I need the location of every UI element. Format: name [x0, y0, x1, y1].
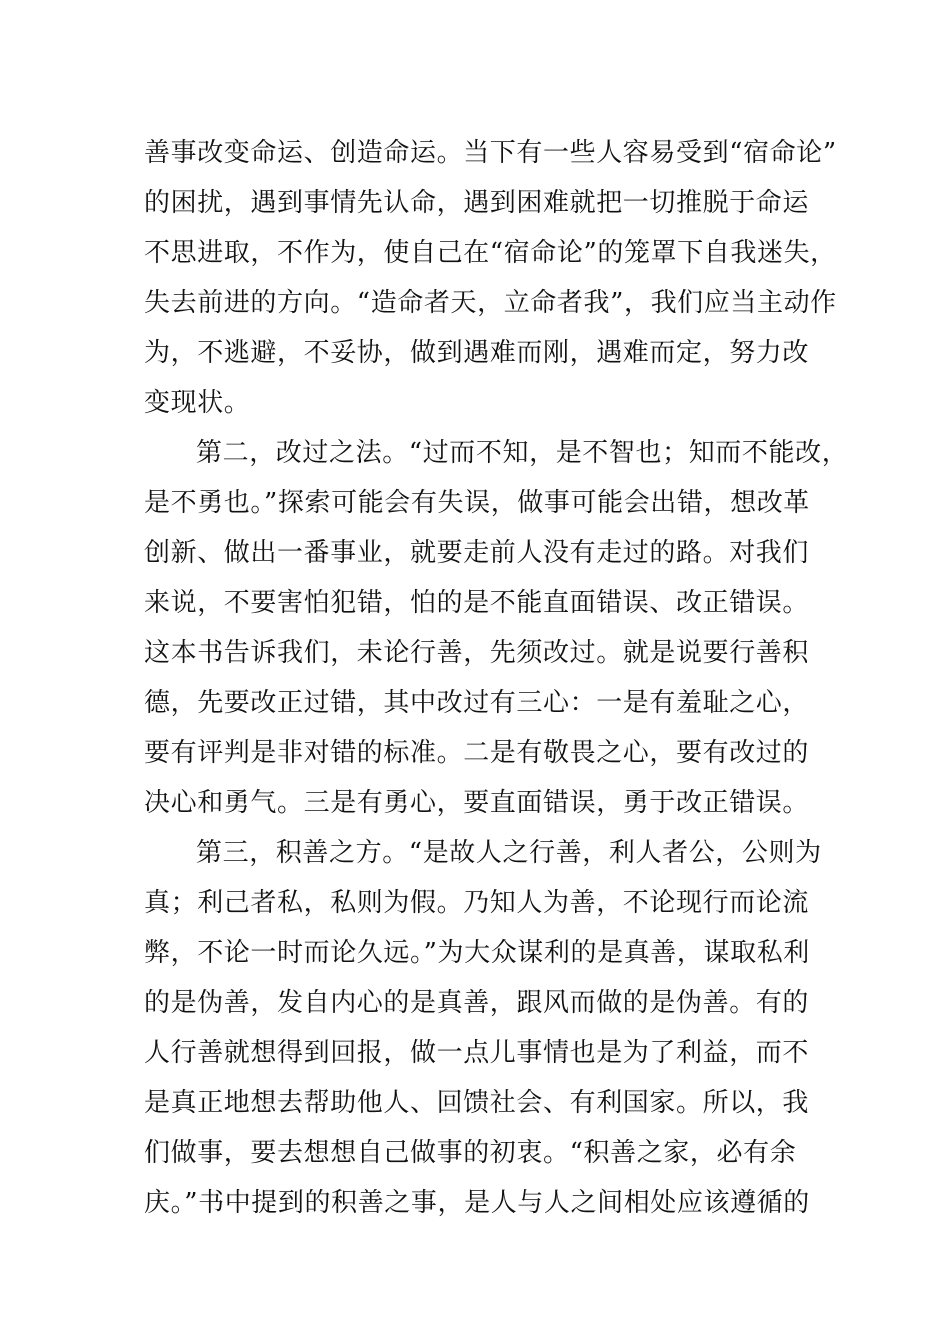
body-text — [144, 128, 849, 1228]
text-line: 失去前进的方向。“造命者天，立命者我”，我们应当主动作 — [144, 288, 837, 318]
text-line: 是不勇也。”探索可能会有失误，做事可能会出错，想改革 — [144, 488, 810, 518]
text-line: 这本书告诉我们，未论行善，先须改过。就是说要行善积 — [144, 638, 810, 668]
text-line: 决心和勇气。三是有勇心，要直面错误，勇于改正错误。 — [144, 788, 810, 818]
text-line: 的是伪善，发自内心的是真善，跟风而做的是伪善。有的 — [144, 988, 810, 1018]
text-line: 善事改变命运、创造命运。当下有一些人容易受到“宿命论” — [144, 138, 837, 168]
text-line: 德，先要改正过错，其中改过有三心：一是有羞耻之心， — [144, 688, 810, 718]
text-line: 是真正地想去帮助他人、回馈社会、有利国家。所以，我 — [144, 1088, 810, 1118]
text-line: 创新、做出一番事业，就要走前人没有走过的路。对我们 — [144, 538, 810, 568]
text-line: 人行善就想得到回报，做一点儿事情也是为了利益，而不 — [144, 1038, 810, 1068]
text-line: 变现状。 — [144, 388, 251, 418]
text-line: 来说，不要害怕犯错，怕的是不能直面错误、改正错误。 — [144, 588, 810, 618]
paragraph-start-line: 第三，积善之方。“是故人之行善，利人者公，公则为 — [196, 838, 822, 868]
text-line: 为，不逃避，不妥协，做到遇难而刚，遇难而定，努力改 — [144, 338, 810, 368]
text-line: 真；利己者私，私则为假。乃知人为善，不论现行而论流 — [144, 888, 810, 918]
text-line: 的困扰，遇到事情先认命，遇到困难就把一切推脱于命运 — [144, 188, 810, 218]
text-line: 要有评判是非对错的标准。二是有敬畏之心，要有改过的 — [144, 738, 810, 768]
text-line: 们做事，要去想想自己做事的初衷。“积善之家，必有余 — [144, 1138, 797, 1168]
paragraph-start-line: 第二，改过之法。“过而不知，是不智也；知而不能改， — [196, 438, 849, 468]
text-line: 不思进取，不作为，使自己在“宿命论”的笼罩下自我迷失， — [144, 238, 837, 268]
text-line: 庆。”书中提到的积善之事，是人与人之间相处应该遵循的 — [144, 1188, 810, 1218]
text-line: 弊，不论一时而论久远。”为大众谋利的是真善，谋取私利 — [144, 938, 810, 968]
